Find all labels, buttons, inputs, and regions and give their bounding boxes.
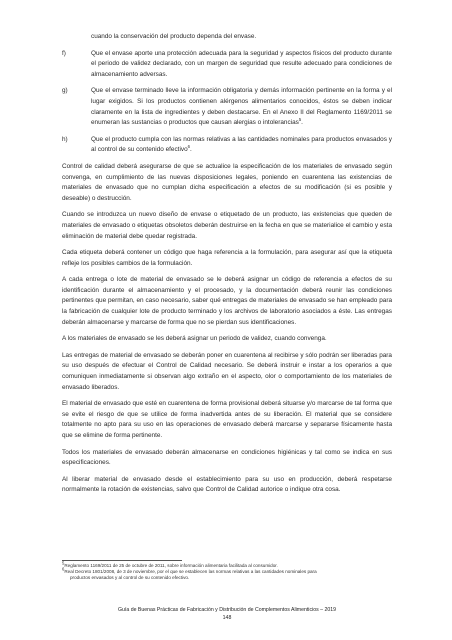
list-text-end: . [189,146,192,154]
footnote-separator [62,560,182,561]
page-footer [62,606,392,622]
footnote-6 [62,566,392,581]
paragraph: Cada etiqueta deberá contener un código que haga referencia a la formulación, para asegurar así que la etiqueta refleje los posibles cambios de la formulación. [62,249,392,267]
list-letter: f) [62,49,66,57]
footer-title: Guía de Buenas Prácticas de Fabricación y Distribución de Complementos Alimenticios – 2019 [118,607,336,613]
list-text: Que el envase aporte una protección adecuada para la seguridad y aspectos físicos del producto durante el periodo de validez declarado, con un margen de seguridad que resulte adecuado para condiciones de almacenamiento adversas. [91,49,392,78]
page-number: 148 [222,615,232,621]
list-letter: g) [62,87,68,95]
footnotes [62,560,392,582]
paragraph: Cuando se introduzca un nuevo diseño de envase o etiquetado de un producto, las existencias que queden de materiales de envasado o etiquetas obsoletos deberán destruirse en la fecha en que se materialice el cambio y esta eliminación de material debe quedar registrada. [62,211,392,240]
paragraph: Control de calidad deberá asegurarse de que se actualice la especificación de los materiales de envasado según convenga, en cumplimiento de las nuevas disposiciones legales, poniendo en cuarentena las existencias de materiales de envasado que no cumplan dicha especificación a efectos de su modificación (si es posible y deseable) o destrucción. [62,162,392,202]
list-item-f [62,49,392,81]
footnote-ref-6[interactable]: 6 [187,144,190,150]
list-text-wrapper [91,86,392,128]
paragraph: A cada entrega o lote de material de envasado se le deberá asignar un código de referencia a efectos de su identificación durante el almacenamiento y el procesado, y la documentación deberá reunir las condiciones pertinentes que permitan, en caso necesario, saber qué entregas de materiales de envasado se han empleado para la fabricación de cualquier lote de producto terminado y los archivos de laboratorio asociados a éste. Las entregas deberán almacenarse y marcarse de forma que no se pierdan sus identificaciones. [62,276,392,326]
footnote-ref-5[interactable]: 5 [298,117,302,123]
page-body [62,32,392,502]
intro-line: cuando la conservación del producto dependa del envase. [91,33,257,40]
list-text: Que el producto cumpla con las normas relativas a las cantidades nominales para productos envasados y al control de su contenido efectivo [91,135,392,154]
footnote-text: Real Decreto 1801/2008, de 3 de noviembre, por el que se establecen las normas relativas a las cantidades nominales para [64,569,317,575]
list-text-end: . [301,119,303,127]
footnote-text: Reglamento 1169/2011 de 25 de octubre de 2011, sobre información alimentaria facilitada al consumidor. [64,563,278,568]
paragraph: Todos los materiales de envasado deberán almacenarse en condiciones higiénicas y tal como se indica en sus especificaciones. [62,448,392,467]
paragraph: El material de envasado que esté en cuarentena de forma provisional deberá situarse y/o marcarse de tal forma que se evite el riesgo de que se utilice de forma inadvertida antes de su liberación. El material que se considere totalmente no apto para su uso en las operaciones de envasado deberá marcarse y separarse físicamente hasta que se elimine de forma pertinente. [62,400,392,439]
footnote-text-continued: productos envasados y al control de su contenido efectivo. [70,575,190,581]
list-item-h [62,135,392,156]
paragraph: A los materiales de envasado se les deberá asignar un periodo de validez, cuando convenga. [62,335,327,343]
footnote-number: 6 [62,566,65,572]
footnote-number: 5 [62,560,65,566]
list-text-wrapper [91,135,392,156]
paragraph: Las entregas de material de envasado se deberán poner en cuarentena al recibirse y sólo podrán ser liberadas para su uso después de efectuar el Control de Calidad necesario. Se deberá instruir e instar a los operarios a que comuniquen inmediatamente si observan algo extraño en el aspecto, olor o comportamiento de los materiales de envasado liberados. [62,351,392,391]
list-letter: h) [62,135,68,143]
list-item-g [62,86,392,128]
paragraph: Al liberar material de envasado desde el establecimiento para su uso en producción, deberá respetarse normalmente la rotación de existencias, salvo que Control de Calidad autorice o indique otra cosa. [62,475,392,494]
list-text: Que el envase terminado lleve la información obligatoria y demás información pertinente en la forma y el lugar exigidos. Si los productos contienen alérgenos alimentarios conocidos, éstos se deben indicar claramente en la lista de ingredientes y deben destacarse. En el Anexo II del Reglamento 1169/2011 se enumeran las sustancias o productos que causan alergias o intolerancias [91,87,392,127]
